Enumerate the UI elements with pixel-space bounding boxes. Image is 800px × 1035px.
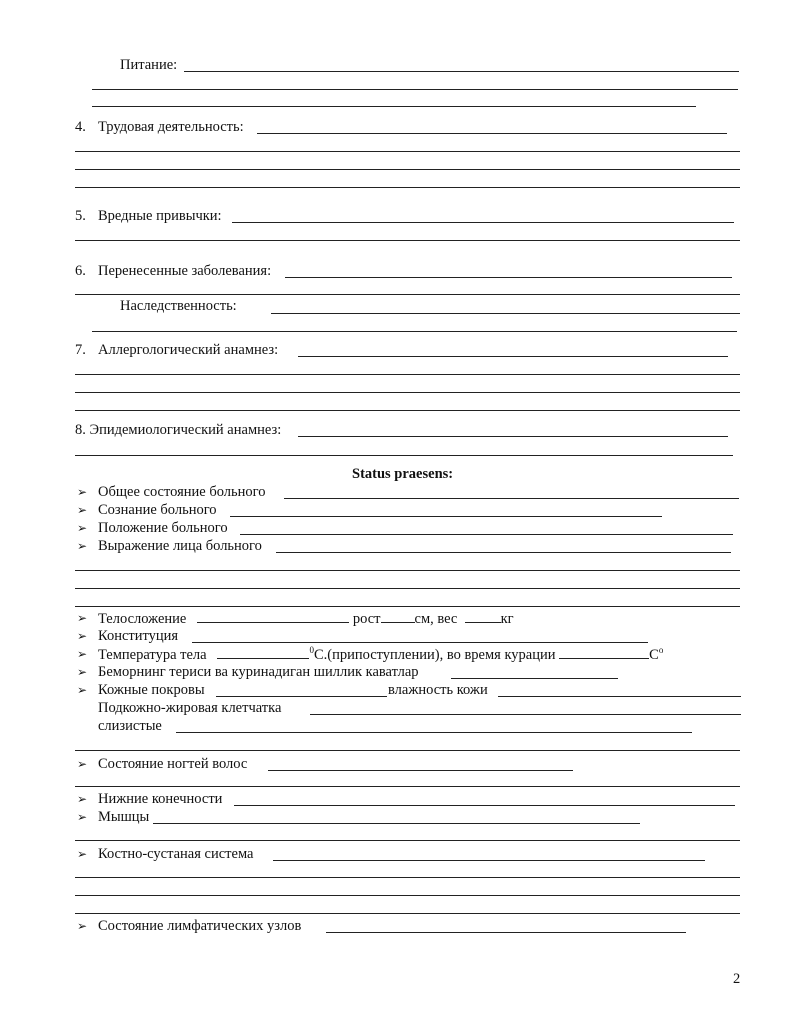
subcutaneous-label: Подкожно-жировая клетчатка <box>98 700 282 716</box>
q4-label: Трудовая деятельность: <box>98 119 244 135</box>
nutrition-label: Питание: <box>120 57 178 73</box>
q8-label: 8. Эпидемиологический анамнез: <box>75 422 282 438</box>
nails-line-2[interactable] <box>75 786 740 787</box>
q8-line-2[interactable] <box>75 455 733 456</box>
lymph-label: Состояние лимфатических узлов <box>98 918 302 934</box>
body-build-row <box>98 610 514 628</box>
q5-field[interactable] <box>232 222 734 223</box>
temperature-curation-field[interactable] <box>559 646 649 659</box>
heredity-field[interactable] <box>271 313 740 314</box>
q6-number: 6. <box>75 263 86 279</box>
bones-line-3[interactable] <box>75 895 740 896</box>
q6-line-2[interactable] <box>75 294 740 295</box>
nails-label: Состояние ногтей волос <box>98 756 248 772</box>
consciousness-label: Сознание больного <box>98 502 217 518</box>
mucous-field[interactable] <box>176 732 692 733</box>
mucous-label: слизистые <box>98 718 162 734</box>
skin-moisture-label: влажность кожи <box>388 682 488 698</box>
heredity-line-2[interactable] <box>92 331 737 332</box>
mucosa-uz-label: Беморнинг териси ва куринадиган шиллик каватлар <box>98 664 419 680</box>
general-condition-field[interactable] <box>284 498 739 499</box>
temperature-end-label: С <box>649 647 659 663</box>
bones-line-4[interactable] <box>75 913 740 914</box>
q5-label: Вредные привычки: <box>98 208 222 224</box>
constitution-label: Конституция <box>98 628 179 644</box>
skin-moisture-field[interactable] <box>498 696 741 697</box>
bullet-icon: ➢ <box>77 503 88 517</box>
heredity-label: Наследственность: <box>120 298 237 314</box>
bullet-icon: ➢ <box>77 629 88 643</box>
nutrition-line-3[interactable] <box>92 106 696 107</box>
facial-expression-field[interactable] <box>276 552 731 553</box>
body-build-label: Телосложение <box>98 611 187 627</box>
page-number: 2 <box>733 971 741 987</box>
bullet-icon: ➢ <box>77 919 88 933</box>
bullet-icon: ➢ <box>77 683 88 697</box>
status-line-2[interactable] <box>75 588 740 589</box>
cm-weight-label: см, вес <box>414 611 458 627</box>
bones-field[interactable] <box>273 860 705 861</box>
q7-field[interactable] <box>298 356 728 357</box>
q4-field[interactable] <box>257 133 727 134</box>
body-build-field[interactable] <box>197 610 349 623</box>
skin-field[interactable] <box>216 696 387 697</box>
bones-line-2[interactable] <box>75 877 740 878</box>
nutrition-line-2[interactable] <box>92 89 738 90</box>
facial-expression-label: Выражение лица больного <box>98 538 262 554</box>
height-label: рост <box>352 611 381 627</box>
bullet-icon: ➢ <box>77 810 88 824</box>
muscles-line-2[interactable] <box>75 840 740 841</box>
q5-number: 5. <box>75 208 86 224</box>
lymph-field[interactable] <box>326 932 686 933</box>
mucosa-uz-field[interactable] <box>451 678 618 679</box>
subcutaneous-field[interactable] <box>310 714 741 715</box>
temperature-mid-label: С.(припоступлении), во время курации <box>313 647 556 663</box>
status-title: Status praesens: <box>352 466 454 482</box>
kg-label: кг <box>500 611 514 627</box>
status-line-1[interactable] <box>75 570 740 571</box>
position-label: Положение больного <box>98 520 228 536</box>
temperature-label: Температура тела <box>98 647 207 663</box>
bullet-icon: ➢ <box>77 611 88 625</box>
degree-sign-2: о <box>658 645 664 656</box>
degree-sign: 0 <box>309 645 314 656</box>
bullet-icon: ➢ <box>77 847 88 861</box>
q4-line-3[interactable] <box>75 169 740 170</box>
q8-field[interactable] <box>298 436 728 437</box>
weight-field[interactable] <box>465 610 501 623</box>
bones-label: Костно-сустаная система <box>98 846 254 862</box>
temperature-row <box>98 646 663 664</box>
q7-line-4[interactable] <box>75 410 740 411</box>
bullet-icon: ➢ <box>77 485 88 499</box>
nutrition-field[interactable] <box>184 71 739 72</box>
general-condition-label: Общее состояние больного <box>98 484 266 500</box>
bullet-icon: ➢ <box>77 665 88 679</box>
height-field[interactable] <box>381 610 415 623</box>
consciousness-field[interactable] <box>230 516 662 517</box>
q6-field[interactable] <box>285 277 732 278</box>
q4-line-4[interactable] <box>75 187 740 188</box>
muscles-field[interactable] <box>153 823 640 824</box>
bullet-icon: ➢ <box>77 521 88 535</box>
q5-line-2[interactable] <box>75 240 740 241</box>
temperature-admission-field[interactable] <box>217 646 309 659</box>
q7-label: Аллергологический анамнез: <box>98 342 279 358</box>
bullet-icon: ➢ <box>77 792 88 806</box>
position-field[interactable] <box>240 534 733 535</box>
q7-number: 7. <box>75 342 86 358</box>
q4-line-2[interactable] <box>75 151 740 152</box>
bullet-icon: ➢ <box>77 539 88 553</box>
constitution-field[interactable] <box>192 642 648 643</box>
nails-field[interactable] <box>268 770 573 771</box>
lower-limbs-field[interactable] <box>234 805 735 806</box>
q7-line-3[interactable] <box>75 392 740 393</box>
skin-label: Кожные покровы <box>98 682 205 698</box>
status-line-3[interactable] <box>75 606 740 607</box>
lower-limbs-label: Нижние конечности <box>98 791 223 807</box>
muscles-label: Мышцы <box>98 809 150 825</box>
bullet-icon: ➢ <box>77 647 88 661</box>
mucous-line-2[interactable] <box>75 750 740 751</box>
q4-number: 4. <box>75 119 86 135</box>
bullet-icon: ➢ <box>77 757 88 771</box>
q7-line-2[interactable] <box>75 374 740 375</box>
q6-label: Перенесенные заболевания: <box>98 263 272 279</box>
